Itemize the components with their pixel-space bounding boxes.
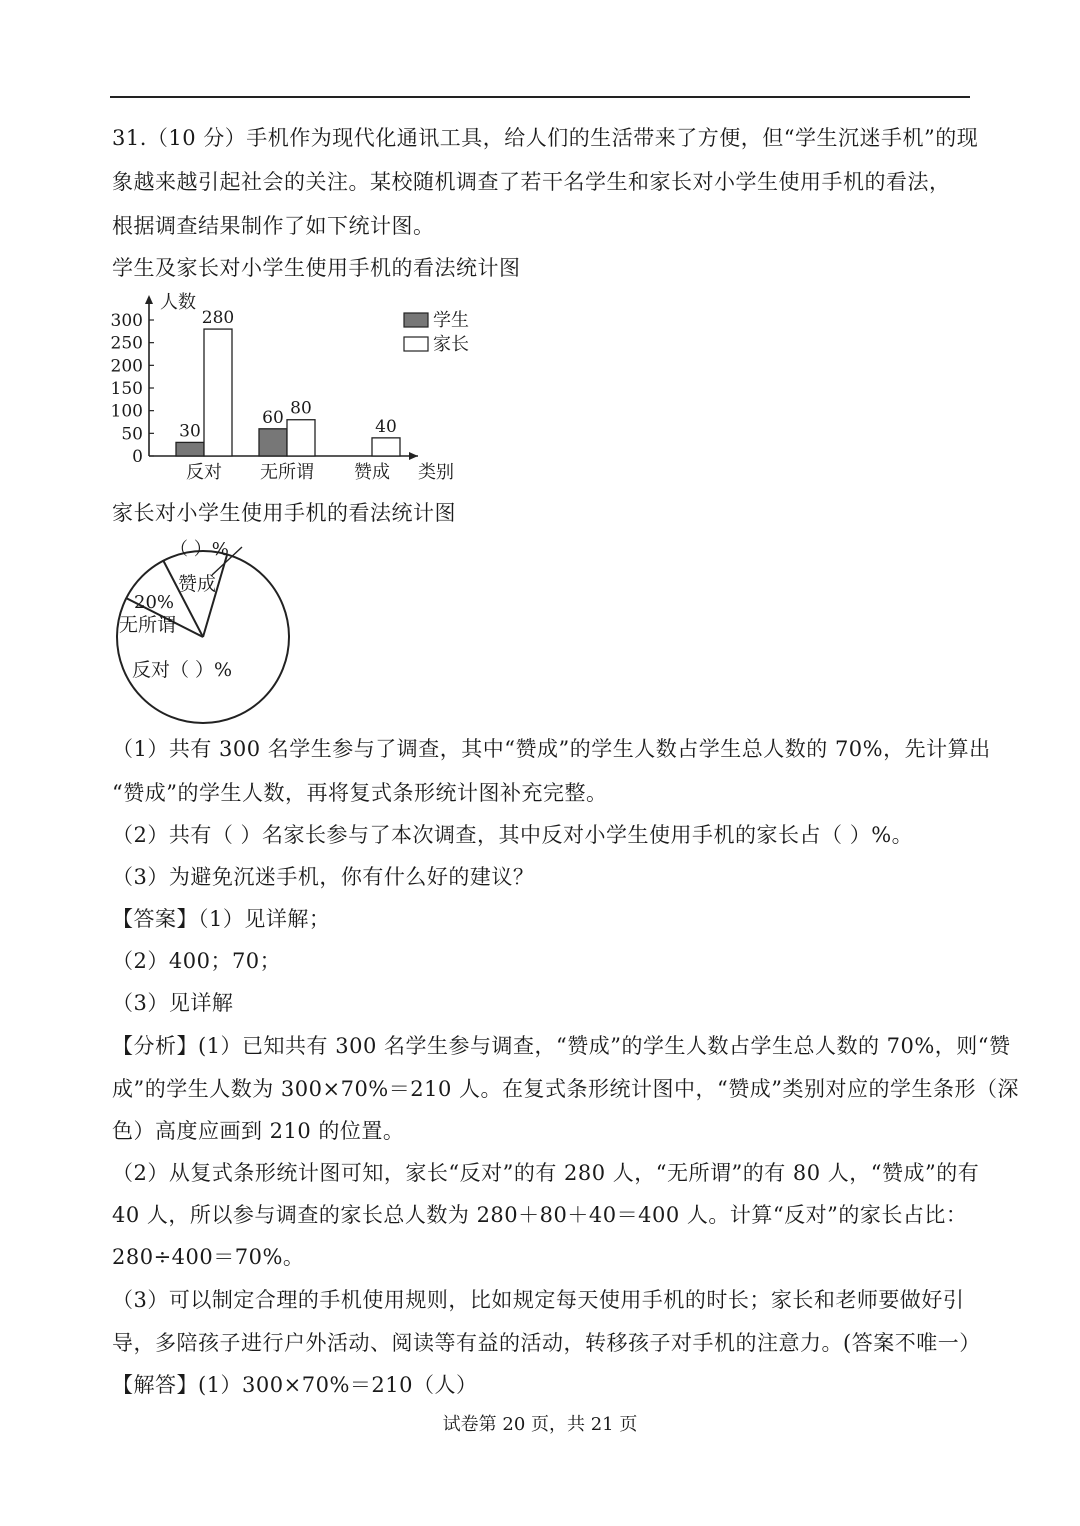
question-intro-line-2: 象越来越引起社会的关注。某校随机调查了若干名学生和家长对小学生使用手机的看法， xyxy=(112,170,951,194)
header-rule xyxy=(110,96,970,98)
bar-chart xyxy=(100,285,480,490)
data-label-学生-反对: 30 xyxy=(179,421,201,442)
subquestion-1-line-1: （1）共有 300 名学生参与了调查，其中“赞成”的学生人数占学生总人数的 70%，先计算出 xyxy=(112,737,991,761)
answer-line-3: （3）见详解 xyxy=(112,991,234,1015)
pie-chart-title: 家长对小学生使用手机的看法统计图 xyxy=(112,501,456,525)
subquestion-2: （2）共有（ ）名家长参与了本次调查，其中反对小学生使用手机的家长占（ ）%。 xyxy=(112,823,914,847)
data-label-学生-无所谓: 60 xyxy=(262,407,284,428)
y-axis-arrow xyxy=(145,295,153,304)
analysis-line-2: 成”的学生人数为 300×70%＝210 人。在复式条形统计图中，“赞成”类别对应的学生条形（深 xyxy=(112,1077,1019,1101)
analysis-line-8: 导，多陪孩子进行户外活动、阅读等有益的活动，转移孩子对手机的注意力。(答案不唯一） xyxy=(112,1331,981,1355)
bar-家长-赞成 xyxy=(372,438,400,456)
answer-line-1: 【答案】（1）见详解； xyxy=(112,907,331,931)
y-tick-label-250: 250 xyxy=(110,333,143,354)
y-tick-label-150: 150 xyxy=(110,379,143,399)
bar-学生-反对 xyxy=(176,442,204,456)
analysis-line-1: 【分析】(1）已知共有 300 名学生参与调查，“赞成”的学生人数占学生总人数的 70%，则“赞 xyxy=(112,1034,1011,1058)
subquestion-1-line-2: “赞成”的学生人数，再将复式条形统计图补充完整。 xyxy=(112,781,608,805)
analysis-line-5: 40 人，所以参与调查的家长总人数为 280＋80＋40＝400 人。计算“反对”的家长占比： xyxy=(112,1203,968,1227)
data-label-家长-反对: 280 xyxy=(201,308,235,329)
legend-label-student: 学生 xyxy=(433,310,469,331)
y-tick-label-100: 100 xyxy=(110,401,143,422)
analysis-line-6: 280÷400＝70%。 xyxy=(112,1245,305,1269)
pie-label-indifferent-percent: 20% xyxy=(134,592,175,613)
y-axis-label: 人数 xyxy=(160,292,196,313)
bar-家长-反对 xyxy=(204,329,232,456)
analysis-line-7: （3）可以制定合理的手机使用规则，比如规定每天使用手机的时长；家长和老师要做好引 xyxy=(112,1288,965,1312)
analysis-line-4: （2）从复式条形统计图可知，家长“反对”的有 280 人，“无所谓”的有 80 人，“赞成”的有 xyxy=(112,1161,980,1185)
y-tick-label-0: 0 xyxy=(132,447,143,467)
bar-学生-无所谓 xyxy=(259,429,287,456)
data-label-家长-赞成: 40 xyxy=(375,416,397,437)
y-tick-label-50: 50 xyxy=(121,424,143,445)
pie-label-approve-percent: （ ）% xyxy=(170,539,229,560)
x-tick-label-赞成: 赞成 xyxy=(354,462,390,483)
bar-chart-title: 学生及家长对小学生使用手机的看法统计图 xyxy=(112,256,521,280)
legend-swatch-student xyxy=(404,313,428,327)
y-tick-label-300: 300 xyxy=(110,311,143,331)
page-footer: 试卷第 20 页，共 21 页 xyxy=(442,1414,638,1435)
question-intro-line-3: 根据调查结果制作了如下统计图。 xyxy=(112,214,435,238)
x-axis-arrow xyxy=(409,452,418,460)
legend-label-parent: 家长 xyxy=(433,334,469,355)
x-tick-label-无所谓: 无所谓 xyxy=(260,462,314,483)
pie-divider-3 xyxy=(203,555,227,637)
bar-家长-无所谓 xyxy=(287,420,315,456)
question-intro-line-1: 31.（10 分）手机作为现代化通讯工具，给人们的生活带来了方便，但“学生沉迷手机”的现 xyxy=(112,126,979,150)
pie-label-indifferent: 无所谓 xyxy=(119,614,177,636)
analysis-line-3: 色）高度应画到 210 的位置。 xyxy=(112,1119,405,1143)
x-tick-label-反对: 反对 xyxy=(186,462,222,483)
data-label-家长-无所谓: 80 xyxy=(290,398,312,419)
pie-chart xyxy=(100,530,300,725)
solution-line-1: 【解答】(1）300×70%＝210（人） xyxy=(112,1373,478,1397)
pie-label-oppose: 反对（ ）% xyxy=(132,659,233,681)
subquestion-3: （3）为避免沉迷手机，你有什么好的建议？ xyxy=(112,865,535,889)
y-tick-label-200: 200 xyxy=(110,356,143,377)
answer-line-2: （2）400；70； xyxy=(112,949,282,973)
pie-label-approve: 赞成 xyxy=(178,573,217,595)
legend-swatch-parent xyxy=(404,337,428,351)
x-axis-label: 类别 xyxy=(418,462,454,483)
